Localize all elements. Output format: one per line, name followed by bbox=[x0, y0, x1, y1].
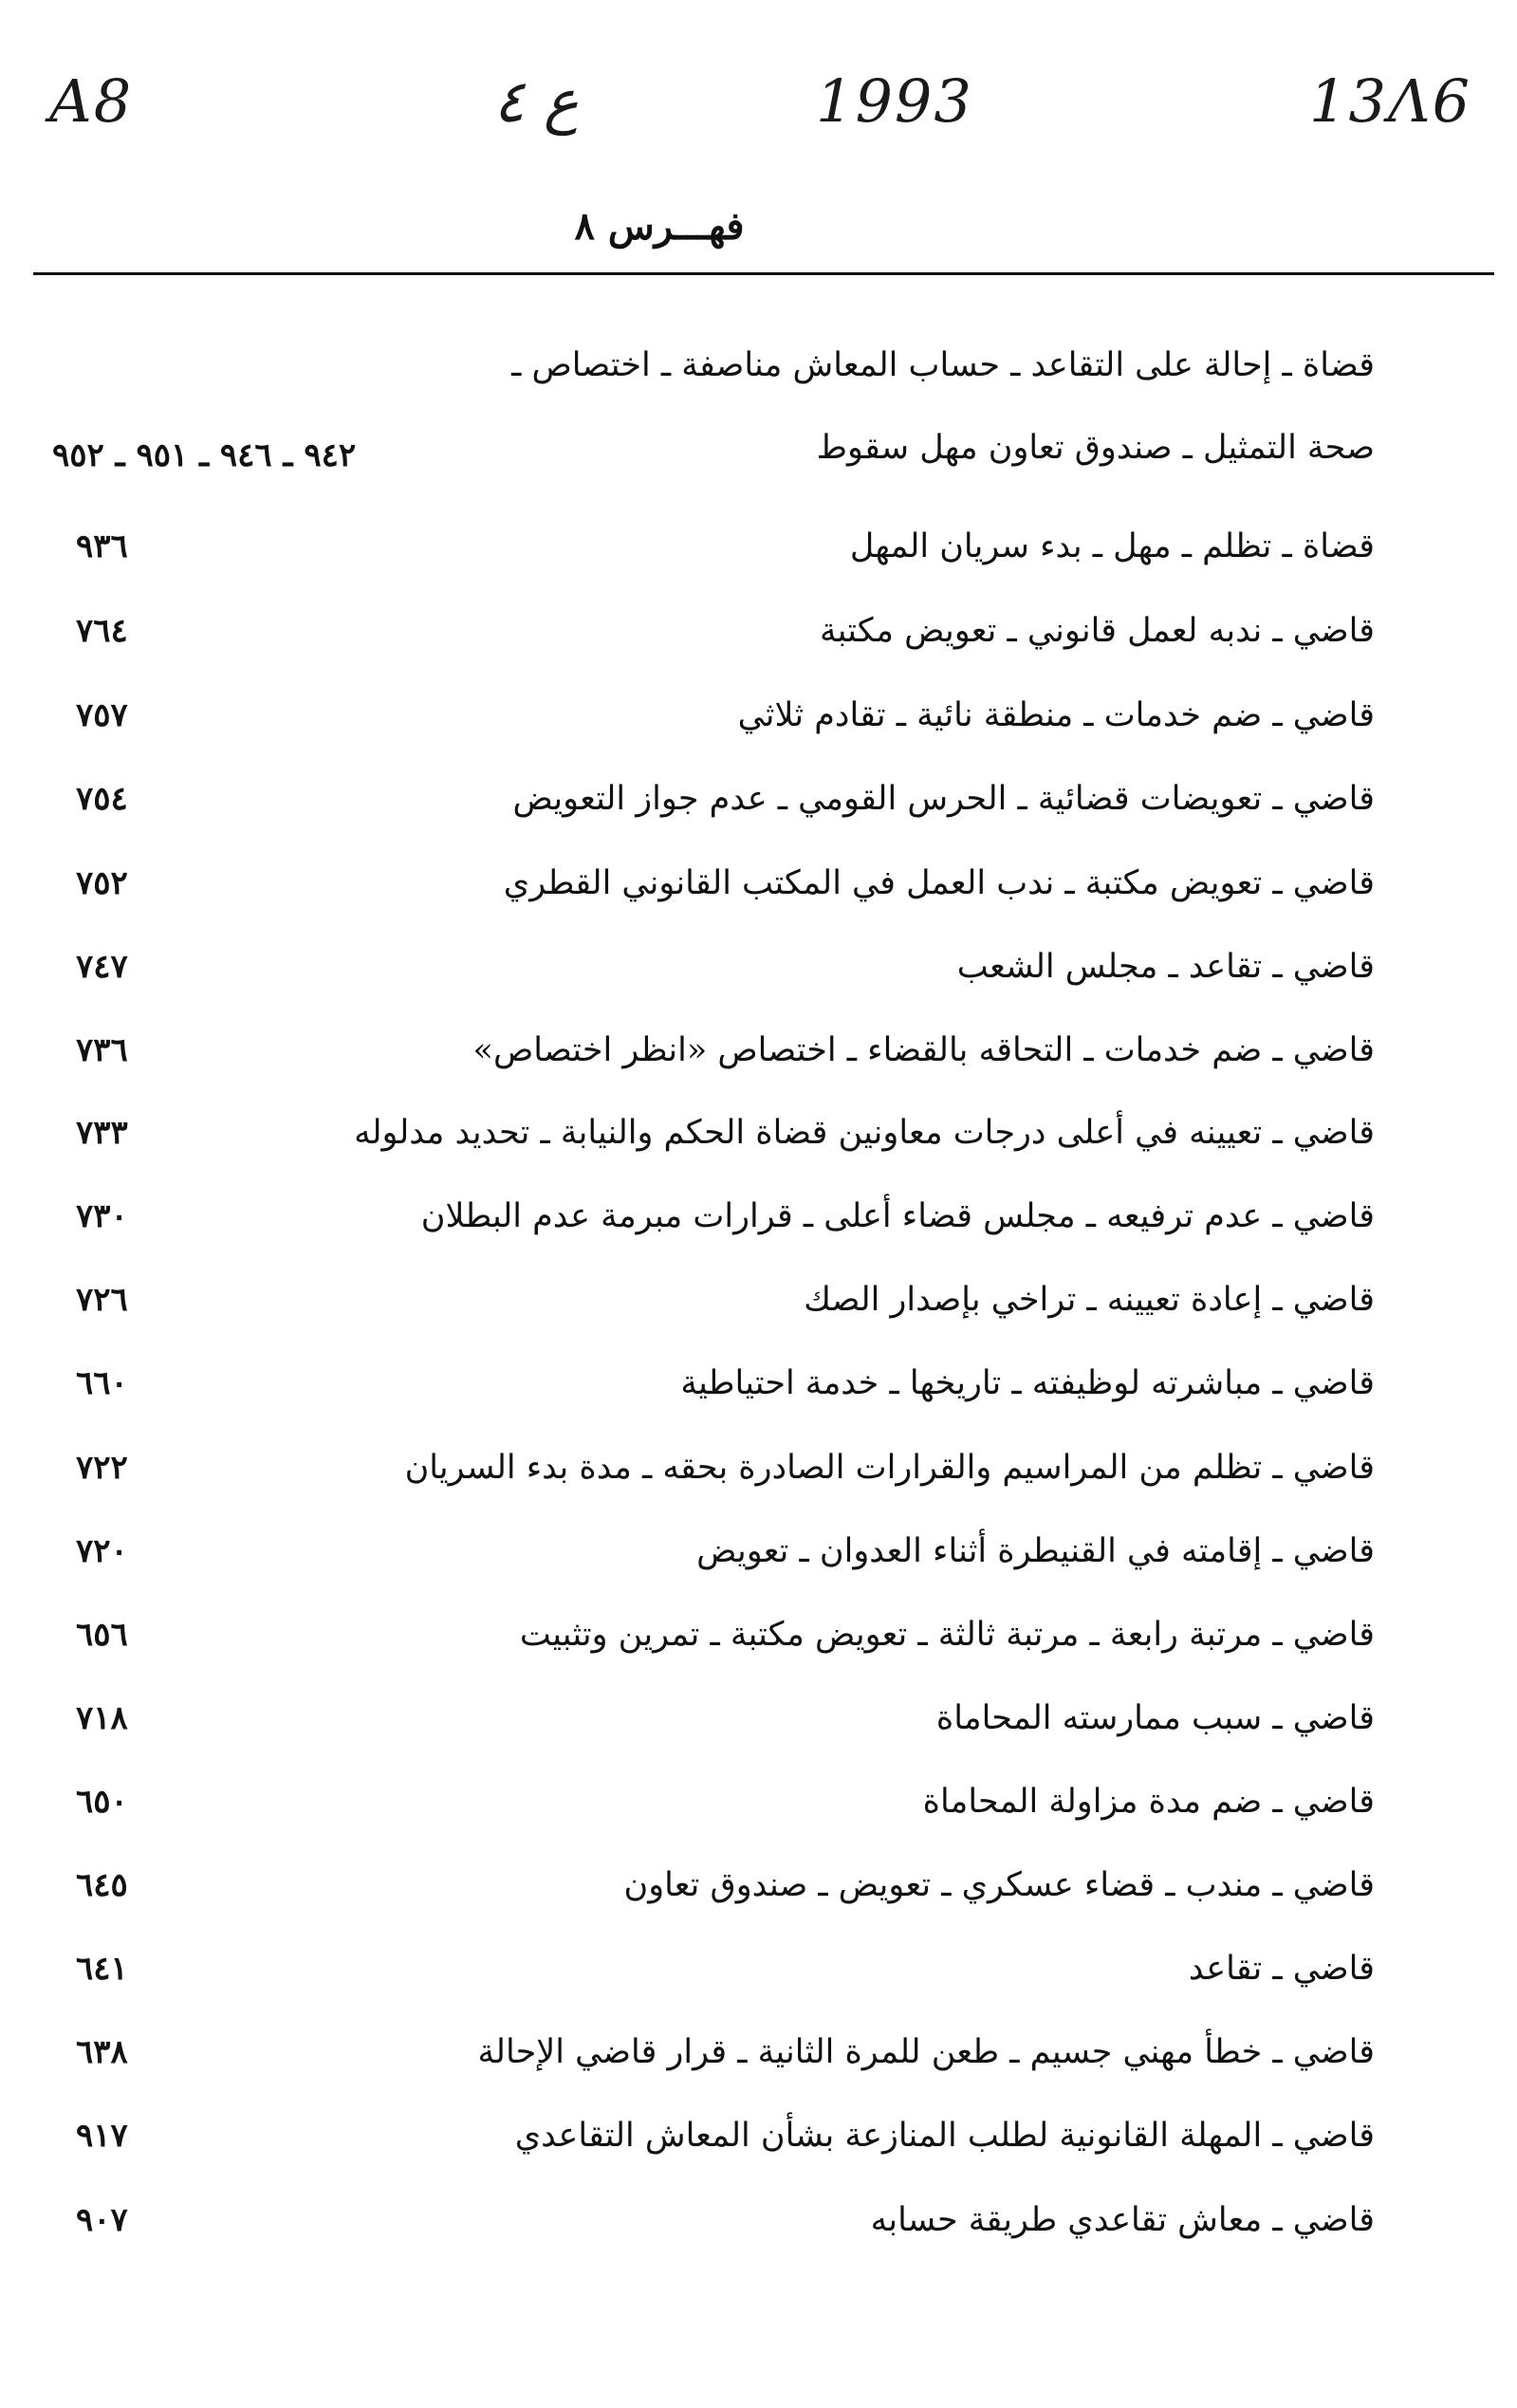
index-entry bbox=[38, 677, 1375, 753]
entry-text: قاضي ـ ندبه لعمل قانوني ـ تعويض مكتبة bbox=[819, 612, 1375, 650]
index-entry bbox=[38, 1931, 1375, 2007]
header-divider bbox=[33, 272, 1494, 275]
index-entry bbox=[38, 2182, 1375, 2258]
entry-page-number: ٩٣٦ bbox=[76, 528, 128, 565]
index-entry bbox=[38, 1513, 1375, 1589]
index-entry bbox=[38, 2098, 1375, 2174]
entry-text: قاضي ـ عدم ترفيعه ـ مجلس قضاء أعلى ـ قرارات مبرمة عدم البطلان bbox=[420, 1197, 1375, 1235]
entry-page-number: ٦٥٦ bbox=[76, 1616, 128, 1654]
index-entry-first-pages: ٩٤٢ ـ ٩٤٦ ـ ٩٥١ ـ ٩٥٢ bbox=[52, 436, 357, 474]
entry-page-number: ٧٣٣ bbox=[76, 1114, 128, 1152]
handwritten-note-center-left: ع ٤ bbox=[493, 66, 580, 136]
index-entry bbox=[38, 1597, 1375, 1673]
index-entry bbox=[38, 2014, 1375, 2090]
entry-text: قاضي ـ ضم مدة مزاولة المحاماة bbox=[922, 1783, 1375, 1821]
entry-text: قاضي ـ تعويضات قضائية ـ الحرس القومي ـ عدم جواز التعويض bbox=[512, 780, 1375, 818]
index-entry bbox=[38, 1764, 1375, 1840]
entry-page-number: ٦٦٠ bbox=[76, 1364, 128, 1402]
entry-page-number: ٧٢٢ bbox=[76, 1449, 128, 1487]
entry-text: قاضي ـ المهلة القانونية لطلب المنازعة بشأن المعاش التقاعدي bbox=[514, 2117, 1375, 2155]
entry-text: قاضي ـ تعويض مكتبة ـ ندب العمل في المكتب القانوني القطري bbox=[503, 864, 1375, 902]
entry-text: قاضي ـ مباشرته لوظيفته ـ تاريخها ـ خدمة احتياطية bbox=[680, 1364, 1375, 1402]
entry-text: قاضي ـ تقاعد bbox=[1188, 1950, 1375, 1988]
index-entry bbox=[38, 1178, 1375, 1254]
index-entry-first-line1: قضاة ـ إحالة على التقاعد ـ حساب المعاش مناصفة ـ اختصاص ـ bbox=[511, 346, 1375, 384]
entry-text: قاضي ـ تظلم من المراسيم والقرارات الصادرة بحقه ـ مدة بدء السريان bbox=[404, 1449, 1375, 1487]
entry-text: قاضي ـ سبب ممارسته المحاماة bbox=[935, 1699, 1375, 1737]
entry-page-number: ٧٤٧ bbox=[76, 948, 128, 986]
index-entry bbox=[38, 929, 1375, 1005]
entry-text: قاضي ـ معاش تقاعدي طريقة حسابه bbox=[870, 2201, 1375, 2239]
index-entry bbox=[38, 1095, 1375, 1171]
index-entry bbox=[38, 1847, 1375, 1923]
entry-text: قاضي ـ مندب ـ قضاء عسكري ـ تعويض ـ صندوق تعاون bbox=[623, 1866, 1375, 1904]
entry-page-number: ٧٥٢ bbox=[76, 864, 128, 902]
index-entry bbox=[38, 1262, 1375, 1338]
entry-text: قاضي ـ ضم خدمات ـ منطقة نائية ـ تقادم ثلاثي bbox=[737, 696, 1375, 734]
index-entry bbox=[38, 845, 1375, 921]
entry-text: قاضي ـ تقاعد ـ مجلس الشعب bbox=[956, 948, 1375, 986]
entry-text: قاضي ـ خطأ مهني جسيم ـ طعن للمرة الثانية ـ قرار قاضي الإحالة bbox=[477, 2033, 1375, 2071]
index-entry bbox=[38, 509, 1375, 584]
entry-page-number: ٦٣٨ bbox=[76, 2033, 128, 2071]
entry-page-number: ٧٢٦ bbox=[76, 1281, 128, 1319]
entry-page-number: ٧١٨ bbox=[76, 1699, 128, 1737]
entry-page-number: ٩٠٧ bbox=[76, 2201, 128, 2239]
index-title: فهـــرس ٨ bbox=[574, 204, 745, 249]
entry-page-number: ٦٤١ bbox=[76, 1950, 128, 1988]
entry-text: قضاة ـ تظلم ـ مهل ـ بدء سريان المهل bbox=[849, 528, 1375, 565]
entry-page-number: ٧٥٧ bbox=[76, 696, 128, 734]
entry-page-number: ٧٢٠ bbox=[76, 1532, 128, 1570]
handwritten-note-right: 13Λ6 bbox=[1309, 66, 1472, 136]
entry-page-number: ٧٦٤ bbox=[76, 612, 128, 650]
entry-text: قاضي ـ إعادة تعيينه ـ تراخي بإصدار الصك bbox=[804, 1281, 1375, 1319]
entry-page-number: ٧٣٠ bbox=[76, 1197, 128, 1235]
handwritten-year: 1993 bbox=[816, 66, 973, 136]
entry-page-number: ٦٥٠ bbox=[76, 1783, 128, 1821]
entry-page-number: ٧٣٦ bbox=[76, 1031, 128, 1069]
entry-page-number: ٦٤٥ bbox=[76, 1866, 128, 1904]
handwritten-note-left: A8 bbox=[49, 66, 134, 136]
index-entry bbox=[38, 761, 1375, 837]
index-entry bbox=[38, 1430, 1375, 1506]
index-entry bbox=[38, 1012, 1375, 1088]
index-entry bbox=[38, 1680, 1375, 1756]
index-entry bbox=[38, 1345, 1375, 1421]
entry-page-number: ٩١٧ bbox=[76, 2117, 128, 2155]
entry-text: قاضي ـ إقامته في القنيطرة أثناء العدوان ـ تعويض bbox=[696, 1532, 1375, 1570]
index-entry-first-line2: صحة التمثيل ـ صندوق تعاون مهل سقوط bbox=[816, 429, 1375, 467]
entry-text: قاضي ـ مرتبة رابعة ـ مرتبة ثالثة ـ تعويض مكتبة ـ تمرين وتثبيت bbox=[519, 1616, 1375, 1654]
index-entry bbox=[38, 593, 1375, 669]
entry-page-number: ٧٥٤ bbox=[76, 780, 128, 818]
entry-text: قاضي ـ ضم خدمات ـ التحاقه بالقضاء ـ اختصاص «انظر اختصاص» bbox=[472, 1031, 1375, 1069]
entry-text: قاضي ـ تعيينه في أعلى درجات معاونين قضاة الحكم والنيابة ـ تحديد مدلوله bbox=[354, 1114, 1375, 1152]
